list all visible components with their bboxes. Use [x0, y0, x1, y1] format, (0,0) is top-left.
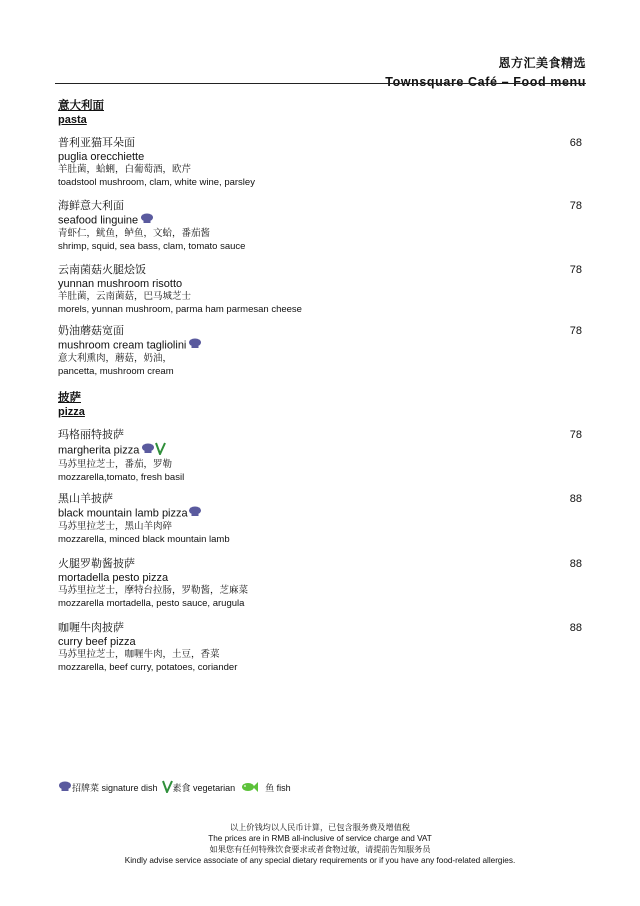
signature-dish-icon — [58, 781, 72, 794]
item-desc-en: pancetta, mushroom cream — [58, 366, 174, 377]
header-rule — [55, 83, 586, 84]
section-pizza-en: pizza — [58, 406, 85, 418]
item-desc-en: toadstool mushroom, clam, white wine, parsley — [58, 177, 255, 188]
item-name-en: margherita pizza — [58, 444, 140, 457]
menu-item — [58, 199, 582, 253]
section-pizza — [58, 389, 85, 418]
item-name-en: puglia orecchiette — [58, 151, 145, 163]
item-desc-cn: 青虾仁，鱿鱼，鲈鱼，文蛤，番茄酱 — [58, 228, 211, 239]
item-desc-cn: 马苏里拉芝士，咖喱牛肉，土豆，香菜 — [58, 649, 220, 660]
item-name-en: mortadella pesto pizza — [58, 572, 169, 584]
item-price: 78 — [569, 200, 582, 212]
item-name-en: yunnan mushroom risotto — [58, 278, 183, 290]
item-name-cn: 玛格丽特披萨 — [58, 429, 124, 441]
footer-line-en-allergy: Kindly advise service associate of any special dietary requirements or if you have any food-related allergies. — [124, 856, 516, 865]
item-price: 88 — [569, 622, 582, 634]
item-desc-cn: 马苏里拉芝士，摩特台拉肠，罗勒酱，芝麻菜 — [58, 585, 249, 596]
menu-item — [58, 428, 582, 484]
section-pasta-en: pasta — [58, 114, 87, 126]
item-price: 68 — [569, 137, 582, 149]
item-desc-cn: 羊肚菌，蛤蜊，白葡萄酒，欧芹 — [58, 164, 192, 175]
item-desc-cn: 马苏里拉芝士，番茄，罗勒 — [58, 459, 173, 470]
menu-item — [58, 621, 582, 674]
item-desc-cn: 意大利熏肉，蘑菇，奶油， — [58, 353, 173, 364]
fish-icon — [241, 781, 259, 795]
item-desc-en: mozzarella mortadella, pesto sauce, arugula — [58, 598, 245, 609]
menu-title-en: Townsquare Café – Food menu — [385, 75, 586, 89]
footer-line-cn-price: 以上价钱均以人民币计算，已包含服务费及增值税 — [229, 823, 411, 832]
menu-item — [58, 324, 582, 378]
item-name-cn: 奶油蘑菇宽面 — [58, 325, 124, 337]
item-name-cn: 云南菌菇火腿烩饭 — [58, 264, 146, 276]
section-pasta-cn: 意大利面 — [58, 100, 104, 112]
menu-title-cn: 恩方汇美食精选 — [498, 56, 586, 70]
item-desc-en: mozzarella,tomato, fresh basil — [58, 472, 185, 483]
menu-item — [58, 557, 582, 610]
item-desc-cn: 羊肚菌，云南菌菇，巴马城芝士 — [58, 291, 192, 302]
item-desc-cn: 马苏里拉芝士，黑山羊肉碎 — [58, 521, 173, 532]
item-price: 88 — [569, 493, 582, 505]
item-name-cn: 火腿罗勒酱披萨 — [58, 558, 135, 570]
item-name-cn: 普利亚猫耳朵面 — [58, 137, 135, 149]
item-price: 78 — [569, 264, 582, 276]
signature-dish-icon — [188, 506, 202, 521]
signature-dish-icon — [188, 338, 202, 353]
item-name-en: mushroom cream tagliolini — [58, 339, 187, 352]
item-price: 78 — [569, 325, 582, 337]
item-name-en: black mountain lamb pizza — [58, 507, 188, 520]
item-name-cn: 黑山羊披萨 — [58, 493, 113, 505]
signature-dish-icon — [140, 213, 154, 228]
section-pasta — [58, 97, 104, 126]
item-price: 78 — [569, 429, 582, 441]
footer-line-en-price: The prices are in RMB all-inclusive of service charge and VAT — [208, 834, 432, 843]
menu-item — [58, 136, 582, 189]
signature-dish-icon — [141, 443, 155, 458]
vegetarian-icon — [155, 442, 166, 459]
item-name-en: curry beef pizza — [58, 636, 136, 648]
icon-legend — [58, 780, 293, 795]
item-desc-en: mozzarella, minced black mountain lamb — [58, 534, 230, 545]
menu-item — [58, 263, 582, 316]
legend-fish: 鱼 fish — [265, 783, 291, 793]
vegetarian-icon — [162, 780, 173, 795]
legend-signature: 招牌菜 signature dish — [72, 783, 158, 793]
legend-vegetarian: 素食 vegetarian — [172, 783, 236, 793]
item-price: 88 — [569, 558, 582, 570]
item-desc-en: mozzarella, beef curry, potatoes, coriander — [58, 662, 238, 673]
item-name-en: seafood linguine — [58, 214, 139, 227]
item-name-cn: 海鲜意大利面 — [58, 200, 124, 212]
item-desc-en: shrimp, squid, sea bass, clam, tomato sauce — [58, 241, 246, 252]
menu-item — [58, 492, 582, 546]
footer-line-cn-allergy: 如果您有任何特殊饮食要求或者食物过敏，请提前告知服务员 — [209, 845, 431, 854]
footer-notes — [0, 822, 640, 866]
section-pizza-cn: 披萨 — [58, 392, 81, 404]
item-name-cn: 咖喱牛肉披萨 — [58, 622, 124, 634]
item-desc-en: morels, yunnan mushroom, parma ham parmesan cheese — [58, 304, 302, 315]
